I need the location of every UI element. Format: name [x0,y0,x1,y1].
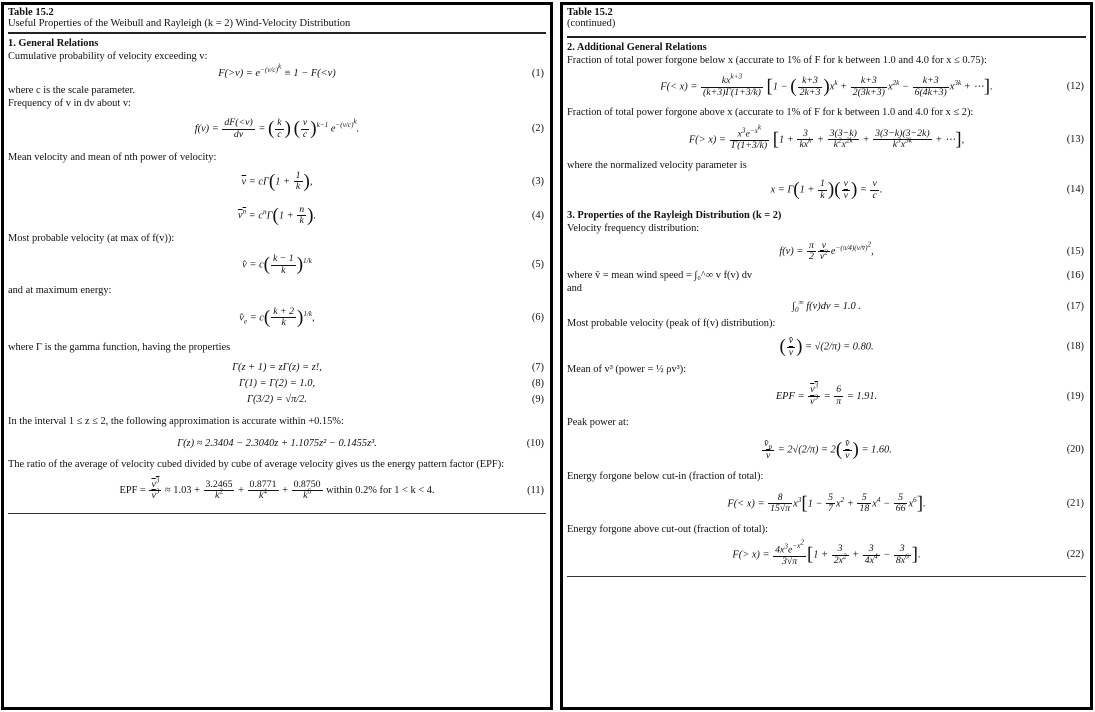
title-rule [8,32,546,34]
table-panel-right [560,2,1093,710]
table-label: Table 15.2 [567,7,613,18]
text-normalized: where the normalized velocity parameter is [567,159,747,171]
equation-18: ( $\frac{v̂}{v}$ ) = √(2/π) = 0.80. (18) [567,330,1086,364]
eq-number: (17) [1066,300,1084,312]
text-mean-velocity: Mean velocity and mean of nth power of velocity: [8,152,217,163]
text-gamma: where Γ is the gamma function, having the properties [8,341,231,353]
text-peak-power: Peak power at: [567,416,629,428]
eq-number: (19) [1066,390,1084,402]
equation-13: F(> x) = $\frac{x^3e^{-x^k}}{\Gamma(1+3/k)}$ [1 + $\frac{3}{kx^k}$ + $\frac{3(3-k)}{k^2x^{2k}}$ + $\frac{3(3-k)(3-2k)}{k^3x^{3k}}$ + ⋯], (13) [567,120,1086,160]
eq-number: (21) [1066,497,1084,509]
equation-2: f(v) = $\frac{dF(<v)}{dv}$ = ( $\frac{k}{c}$ ) ( $\frac{v}{c}$ )$^{k-1}$ $e^{-(v/c)^k}$. (2) [8,110,546,148]
equation-4: $v^n = c^n\Gamma(1$ + $\frac{n}{k}$ ). (4) [8,199,546,233]
eq-number: (3) [531,175,544,187]
equation-19: EPF = $\frac{v^3}{\overline{v}^3}$ = $\frac{6}{\pi}$ = 1.91. (19) [567,377,1086,417]
equation-9: Γ(3/2) = √π/2. (9) [8,392,546,408]
equation-11: EPF = $\frac{v^3}{\overline{v}^3}$ ≈ 1.03 + $\frac{3.2465}{k^2}$ + $\frac{0.8771}{k^4}$ + $\frac{0.8750}{k^6}$ within 0.2% for 1 < k < 4. (11) [8,471,546,511]
eq-number: (5) [531,259,544,270]
eq-number: (9) [531,394,544,405]
continued-label: (continued) [567,18,616,29]
text-interval: In the interval 1 ≤ z ≤ 2, the following approximation is accurate within +0.15%: [8,416,344,427]
eq-number: (16) [1066,270,1084,281]
equation-11-tail: within 0.2% for 1 < k < 4. [326,485,435,496]
eq-number: (4) [531,209,544,221]
equation-17: $\int_0^\infty$ f(v)dv = 1.0 . (17) [567,296,1086,318]
eq-number: (7) [531,362,544,373]
eq-number: (2) [531,123,544,134]
table-panel-left [1,2,553,710]
equation-7: Γ(z + 1) = zΓ(z) = z!, (7) [8,360,546,376]
text-frequency: Frequency of v in dv about v: [8,97,131,109]
table-title: Useful Properties of the Weibull and Rayleigh (k = 2) Wind-Velocity Distribution [8,18,351,29]
eq-number: (12) [1066,81,1084,92]
text-forgone-above: Fraction of total power forgone above x (accurate to 1% of F for k between 1.0 and 4.0 for x ≤ 2): [567,107,974,118]
text-cumulative: Cumulative probability of velocity exceeding v: [8,50,208,62]
equation-10 [8,429,546,459]
text-forgone-below: Fraction of total power forgone below x (accurate to 1% of F for k between 1.0 and 4.0 for x ≤ 0.75): [567,54,987,66]
bottom-rule [567,576,1086,577]
text-most-probable-peak: Most probable velocity (peak of f(v) distribution): [567,317,776,329]
eq-number: (18) [1066,341,1084,352]
eq-number: (14) [1066,184,1084,195]
eq-number: (11) [527,485,544,496]
equation-3: $\overline{v} = c\Gamma(1$ + $\frac{1}{k}$ ), (3) [8,165,546,199]
table-label: Table 15.2 [8,7,54,18]
eq-number: (10) [526,437,544,449]
eq-number: (8) [531,378,544,389]
text-max-energy: and at maximum energy: [8,285,112,296]
title-rule [567,36,1086,38]
eq-number: (20) [1066,444,1084,455]
equation-6: $v̂_e = c$( $\frac{k + 2}{k}$ )$^{1/k}$, (6) [8,298,546,338]
equation-12: F(< x) = $\frac{kx^{k+3}}{(k+3)\Gamma(1+3/k)}$ [1 − ( $\frac{k+3}{2k+3}$ )$x^k$ + $\frac{k+3}{2(3k+3)}$ $x^{2k}$ − $\frac{k+3}{6(4k+3)}$ $x^{3k}$ + ⋯]. (12) [567,67,1086,107]
equation-8: Γ(1) = Γ(2) = 1.0, (8) [8,376,546,392]
section-2-heading: 2. Additional General Relations [567,42,707,53]
section-3-heading: 3. Properties of the Rayleigh Distribution (k = 2) [567,210,782,221]
eq-number: (15) [1066,246,1084,257]
bottom-rule [8,513,546,514]
equation-16 [567,269,1086,283]
text-most-probable: Most probable velocity (at max of f(v)): [8,232,175,244]
text-mean-v3: Mean of v³ (power = ½ ρv³): [567,364,687,375]
text-velocity-freq: Velocity frequency distribution: [567,222,700,234]
eq-number: (1) [531,68,544,79]
equation-21: F(< x) = $\frac{8}{15√\pi}$ $x^3[1$ − $\frac{5}{7}$ $x^2$ + $\frac{5}{18}$ $x^4$ − $\frac{5}{66}$ $x^6$]. (21) [567,484,1086,524]
equation-22: F(> x) = $\frac{4x^3e^{-x^2}}{3√\pi}$ [1 + $\frac{3}{2x^2}$ + $\frac{3}{4x^4}$ − $\frac{3}{8x^6}$ ]. (22) [567,536,1086,574]
eq-number: (22) [1066,549,1084,560]
text-epf-ratio: The ratio of the average of velocity cubed divided by cube of average velocity gives us the energy pattern factor (EPF): [8,458,505,470]
text-where-c: where c is the scale parameter. [8,85,135,96]
equation-20: $\frac{v̂_p}{v}$ = 2√(2/π) = 2( $\frac{v̂}{v}$ ) = 1.60. (20) [567,429,1086,471]
equation-15: f(v) = $\frac{\pi}{2}$ $\frac{v}{\overline{v}^2}$ $e^{-(\pi/4)(v/v̄)^2}$, (15) [567,235,1086,269]
text-where-mean: where v̄ = mean wind speed = ∫₀^∞ v f(v) dv [567,270,753,281]
eq-number: (13) [1066,133,1084,145]
section-1-heading: 1. General Relations [8,38,99,49]
text-cut-out: Energy forgone above cut-out (fraction of total): [567,523,769,535]
text-and: and [567,283,583,294]
equation-1: $F(>v) = e^{-(v/c)^k} \equiv 1 - F(<v)$ (1) [8,63,546,85]
text-cut-in: Energy forgone below cut-in (fraction of total): [567,471,764,482]
equation-10-text: Γ(z) ≈ 2.3404 − 2.3040z + 1.1075z² − 0.1455z³. [177,437,377,449]
equation-14: x = Γ(1 + $\frac{1}{k}$ )( $\frac{v}{v}$ ) = $\frac{v}{c}$ . (14) [567,172,1086,208]
eq-number: (6) [531,311,544,323]
equation-5: v̂ = c( $\frac{k - 1}{k}$ )$^{1/k}$ (5) [8,245,546,285]
